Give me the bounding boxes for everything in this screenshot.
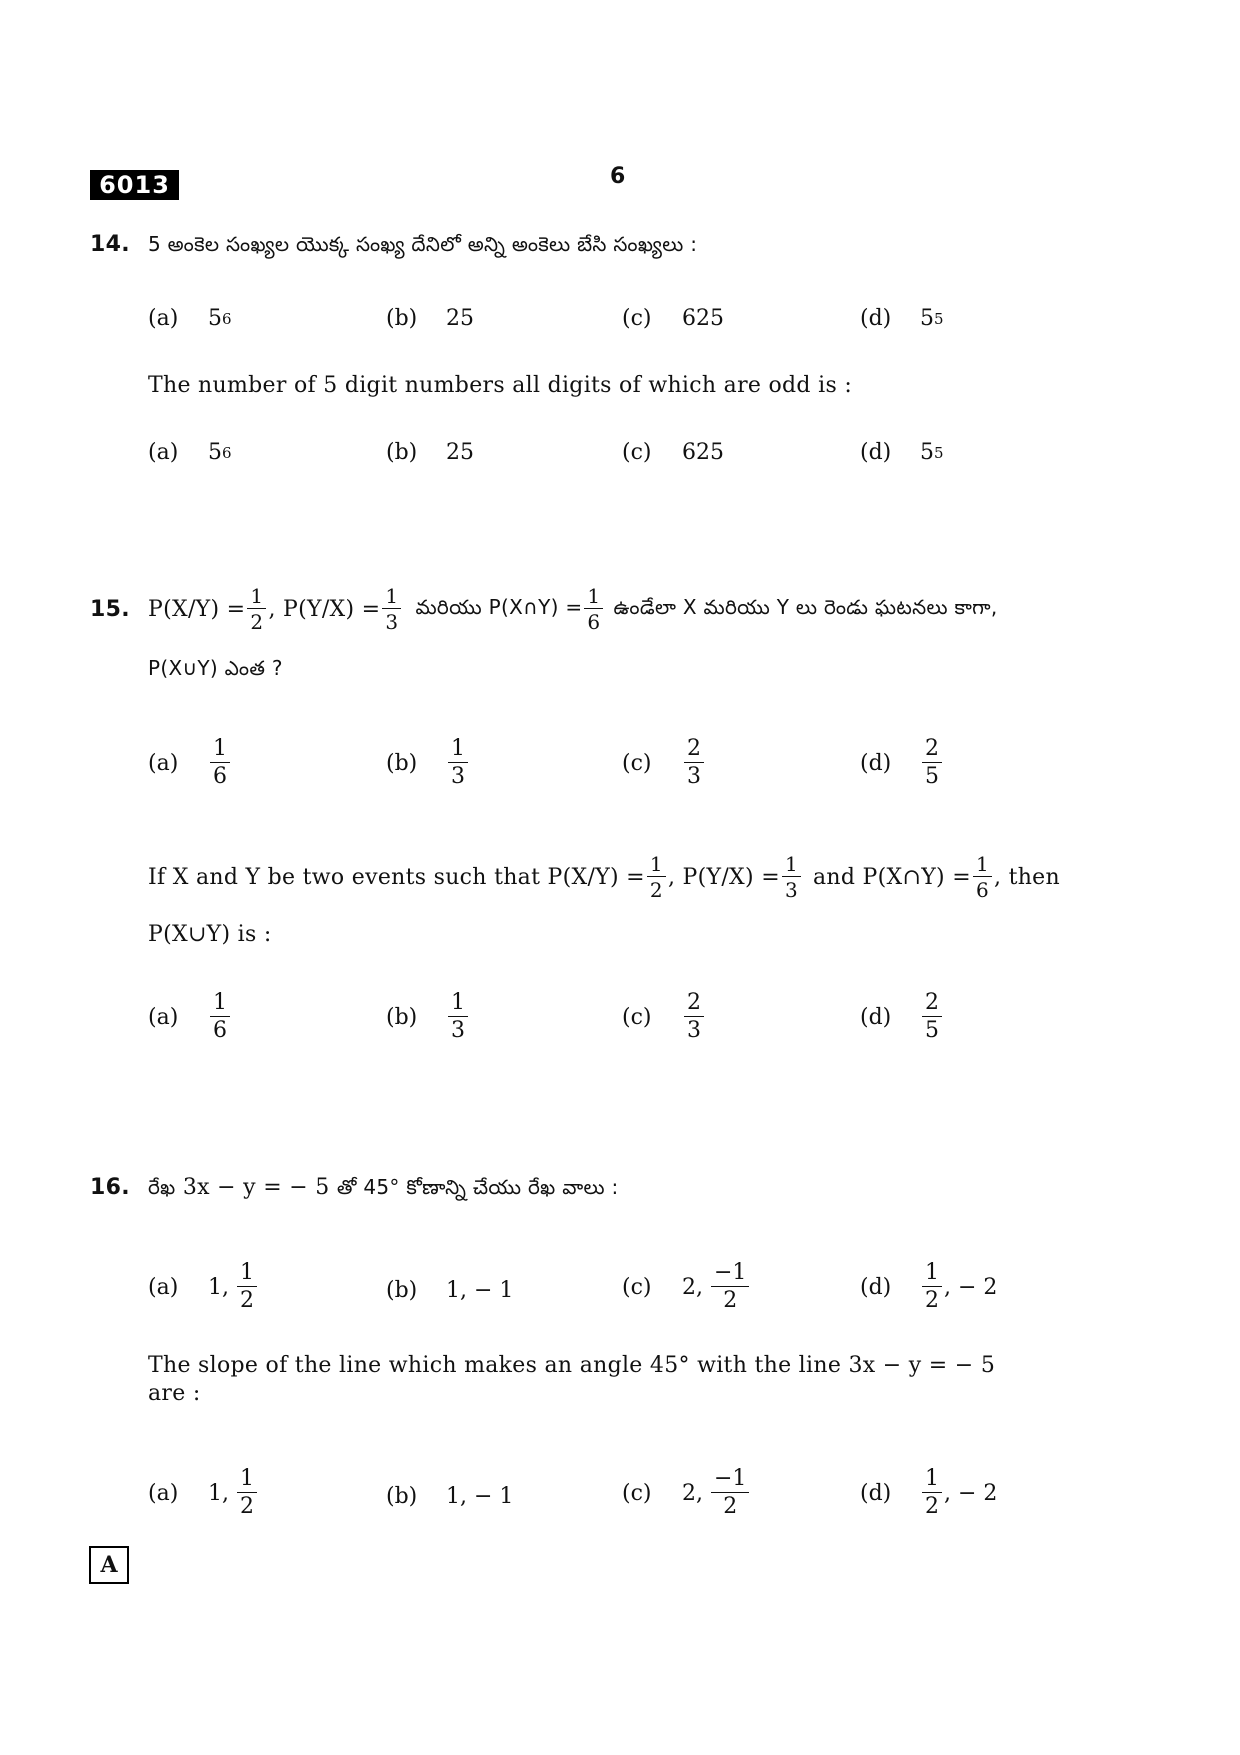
q16-en-option-b: (b) 1, − 1 xyxy=(386,1484,514,1509)
q16-en-option-a: (a) 1, $\frac{1}{2}$ xyxy=(148,1468,259,1518)
fraction: $\frac{1}{6}$ xyxy=(584,586,603,632)
question-14-telugu xyxy=(90,232,697,261)
q16-en-option-d: (d) $\frac{1}{2}$ , − 2 xyxy=(860,1466,998,1519)
question-16-english-line2: are : xyxy=(148,1381,201,1406)
fraction: $\frac{1}{2}$ xyxy=(647,854,666,900)
q14-te-option-d: (d) 5 5 xyxy=(860,306,944,331)
booklet-code: 6013 xyxy=(90,170,179,200)
q14-en-option-a: (a) 5 6 xyxy=(148,440,232,465)
question-15-telugu-line2: P(X∪Y) ఎంత ? xyxy=(148,656,283,680)
question-text-telugu: 5 అంకెల సంఖ్యల యొక్క సంఖ్య దేనిలో అన్ని అంకెలు బేసి సంఖ్యలు : xyxy=(148,232,698,256)
q15-en-option-c: (c) $\frac{2}{3}$ xyxy=(622,992,706,1042)
q16-te-option-d: (d) $\frac{1}{2}$ , − 2 xyxy=(860,1260,998,1313)
q15-en-option-b: (b) $\frac{1}{3}$ xyxy=(386,992,470,1042)
question-16-english: The slope of the line which makes an angle 45° with the line 3x − y = − 5 xyxy=(148,1353,996,1378)
question-15-english: If X and Y be two events such that P(X/Y) = $\frac{1}{2}$ , P(Y/X) = $\frac{1}{3}$ and P(X∩Y) = $\frac{1}{6}$ , then xyxy=(148,852,1060,902)
q16-en-option-c: (c) 2, $\frac{-1}{2}$ xyxy=(622,1468,751,1518)
q14-en-option-c: (c) 625 xyxy=(622,440,724,465)
question-15-english-line2: P(X∪Y) is : xyxy=(148,922,272,947)
fraction: $\frac{1}{6}$ xyxy=(973,854,992,900)
q15-te-option-c: (c) $\frac{2}{3}$ xyxy=(622,738,706,788)
q14-te-option-b: (b) 25 xyxy=(386,306,474,331)
q16-te-option-a: (a) 1, $\frac{1}{2}$ xyxy=(148,1262,259,1312)
q14-en-option-b: (b) 25 xyxy=(386,440,474,465)
question-number: 15. xyxy=(90,596,130,622)
fraction: $\frac{1}{3}$ xyxy=(382,586,401,632)
page-number: 6 xyxy=(610,164,626,189)
question-14-english: The number of 5 digit numbers all digits of which are odd is : xyxy=(148,373,853,398)
q16-te-option-b: (b) 1, − 1 xyxy=(386,1278,514,1303)
q15-te-option-b: (b) $\frac{1}{3}$ xyxy=(386,738,470,788)
question-15-telugu: 15. P(X/Y) = $\frac{1}{2}$ , P(Y/X) = $\frac{1}{3}$ మరియు P(X∩Y) = $\frac{1}{6}$ ఉండేలా X మరియు Y లు రెండు ఘటనలు కాగా, xyxy=(90,584,998,634)
q15-en-option-d: (d) $\frac{2}{5}$ xyxy=(860,992,944,1042)
q15-te-option-d: (d) $\frac{2}{5}$ xyxy=(860,738,944,788)
q14-te-option-c: (c) 625 xyxy=(622,306,724,331)
q14-en-option-d: (d) 5 5 xyxy=(860,440,944,465)
series-box: A xyxy=(89,1546,129,1584)
question-number: 14. xyxy=(90,232,130,257)
q14-te-option-a: (a) 5 6 xyxy=(148,306,232,331)
question-number: 16. xyxy=(90,1175,130,1200)
question-16-telugu: 16. రేఖ 3x − y = − 5 తో 45° కోణాన్ని చేయు రేఖ వాలు : xyxy=(90,1175,619,1200)
q16-te-option-c: (c) 2, $\frac{-1}{2}$ xyxy=(622,1262,751,1312)
q15-te-option-a: (a) $\frac{1}{6}$ xyxy=(148,738,232,788)
fraction: $\frac{1}{2}$ xyxy=(247,586,266,632)
fraction: $\frac{1}{3}$ xyxy=(782,854,801,900)
q15-en-option-a: (a) $\frac{1}{6}$ xyxy=(148,992,232,1042)
